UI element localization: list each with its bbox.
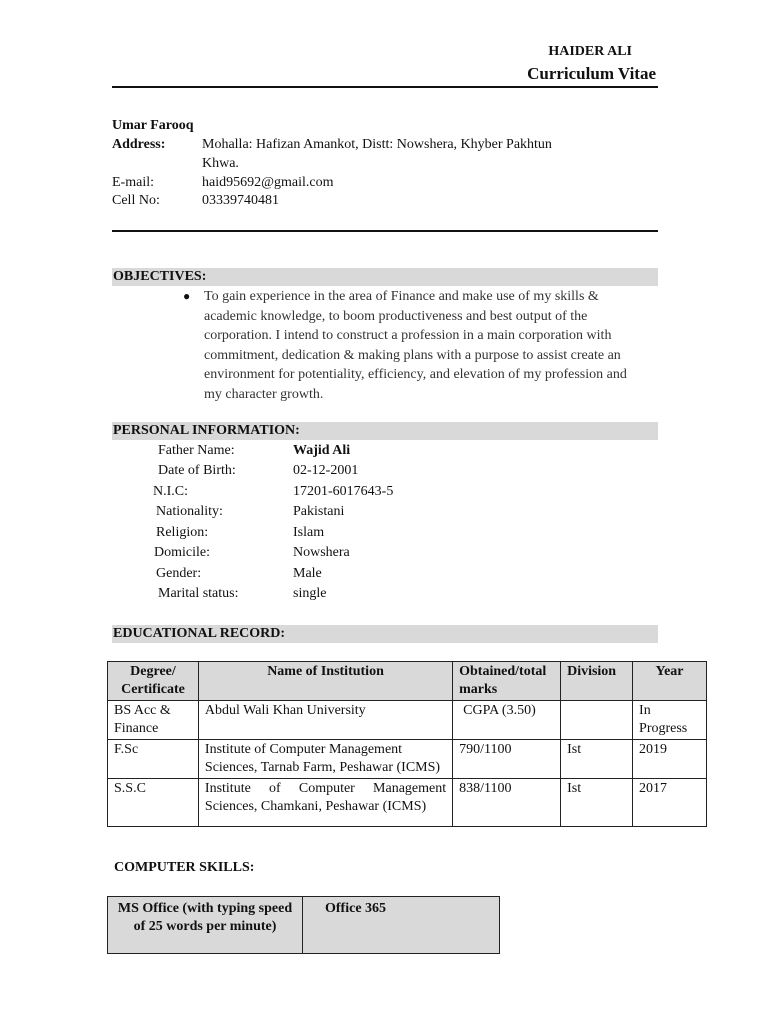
address-line-1: Mohalla: Hafizan Amankot, Distt: Nowshera, Khyber Pakhtun [202, 137, 552, 152]
father-name-label: Father Name: [158, 443, 235, 458]
table-row [108, 779, 707, 827]
year-cell: 2019 [633, 740, 707, 779]
religion-label: Religion: [156, 525, 209, 540]
marks-cell: 790/1100 [453, 740, 561, 779]
domicile-value: Nowshera [293, 545, 350, 560]
email-label: E-mail: [112, 175, 154, 190]
division-cell: Ist [561, 740, 633, 779]
address-label: Address: [112, 137, 166, 152]
office-365-skill: Office 365 [303, 897, 500, 954]
nationality-label: Nationality: [156, 504, 223, 519]
ms-office-skill: MS Office (with typing speed of 25 words per minute) [108, 897, 303, 954]
year-cell: In Progress [633, 701, 707, 740]
division-cell [561, 701, 633, 740]
father-name-value: Wajid Ali [293, 443, 351, 458]
cell-label: Cell No: [112, 193, 160, 208]
institution-cell: Abdul Wali Khan University [198, 701, 452, 740]
marks-cell: 838/1100 [453, 779, 561, 827]
marital-status-label: Marital status: [158, 586, 239, 601]
institution-header: Name of Institution [198, 662, 452, 701]
degree-cell: BS Acc & Finance [108, 701, 199, 740]
email-value: haid95692@gmail.com [202, 175, 334, 190]
religion-value: Islam [293, 525, 325, 540]
marks-cell: CGPA (3.50) [453, 701, 561, 740]
personal-info-heading: PERSONAL INFORMATION: [112, 422, 658, 440]
year-cell: 2017 [633, 779, 707, 827]
degree-cell: F.Sc [108, 740, 199, 779]
cell-value: 03339740481 [202, 193, 279, 208]
objective-text: To gain experience in the area of Finance and make use of my skills & academic knowledge, to boom productiveness and best output of the corporation. I intend to construct a profession in a main corporation with commitment, dedication & making plans with a purpose to assist create an environment for potentiality, efficiency, and elevation of my profession and my character growth. [204, 289, 627, 402]
education-heading: EDUCATIONAL RECORD: [112, 625, 658, 643]
degree-cell: S.S.C [108, 779, 199, 827]
objectives-heading: OBJECTIVES: [112, 268, 658, 286]
institution-cell: Institute of Computer Management Sciences, Tarnab Farm, Peshawar (ICMS) [198, 740, 452, 779]
nic-value: 17201-6017643-5 [293, 484, 394, 499]
personal-info-list [0, 440, 768, 605]
bullet-icon: ● [183, 289, 191, 303]
marks-header: Obtained/total marks [453, 662, 561, 701]
dob-value: 02-12-2001 [293, 463, 359, 478]
contact-divider [112, 230, 658, 232]
education-table [107, 661, 707, 827]
nic-label: N.I.C: [153, 484, 188, 499]
table-header-row [108, 662, 707, 701]
marital-status-value: single [293, 586, 327, 601]
nationality-value: Pakistani [293, 504, 345, 519]
gender-value: Male [293, 566, 322, 581]
institution-cell: Institute of Computer Management Sciences, Chamkani, Peshawar (ICMS) [198, 779, 452, 827]
dob-label: Date of Birth: [158, 463, 236, 478]
address-line-2: Khwa. [202, 156, 239, 171]
header-divider [112, 86, 658, 88]
cv-owner-name: HAIDER ALI [548, 44, 632, 59]
table-row [108, 701, 707, 740]
table-row [108, 897, 500, 954]
table-row [108, 740, 707, 779]
year-header: Year [633, 662, 707, 701]
domicile-label: Domicile: [154, 545, 210, 560]
skills-heading: COMPUTER SKILLS: [114, 860, 255, 875]
division-cell: Ist [561, 779, 633, 827]
contact-name: Umar Farooq [112, 118, 194, 133]
degree-header: Degree/ Certificate [108, 662, 199, 701]
division-header: Division [561, 662, 633, 701]
document-title: Curriculum Vitae [527, 64, 656, 83]
skills-table [107, 896, 500, 954]
gender-label: Gender: [156, 566, 202, 581]
